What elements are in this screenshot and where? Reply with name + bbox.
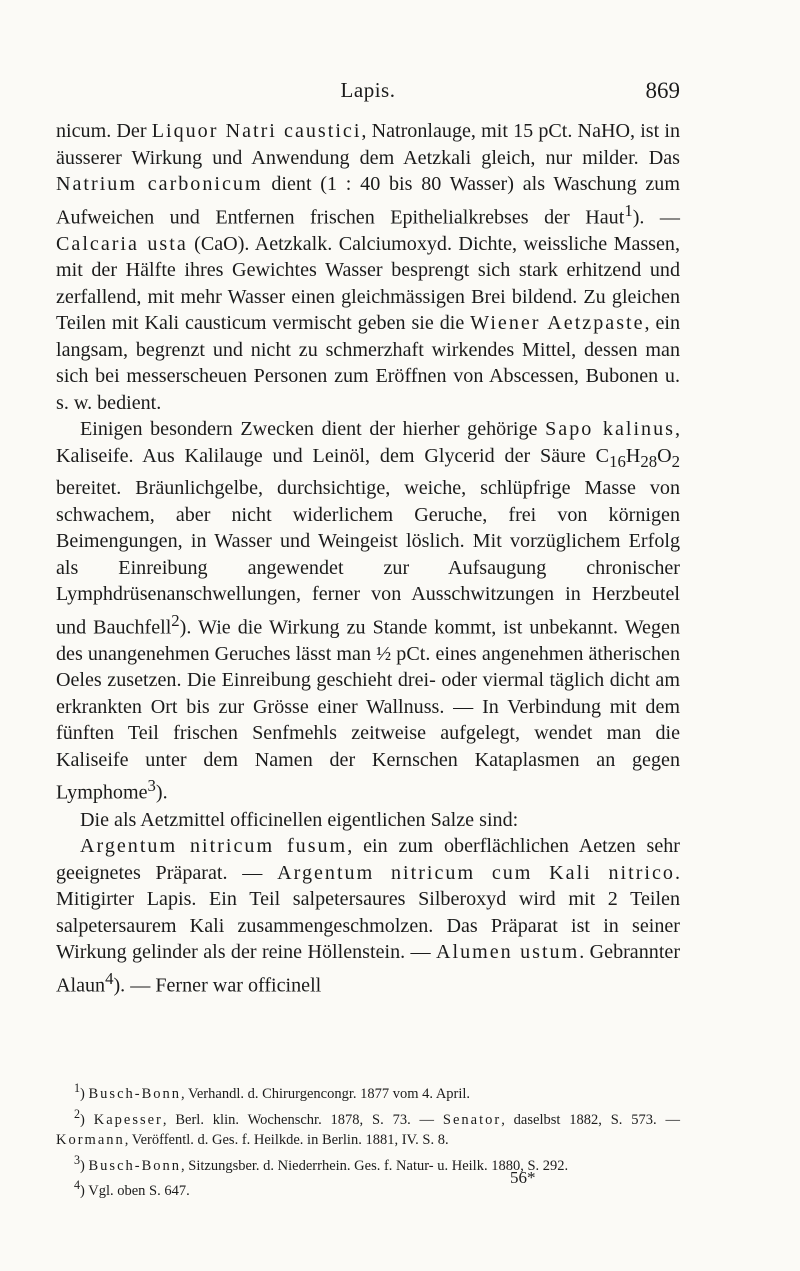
spaced-term: Sapo kalinus [545, 418, 675, 441]
text-run: , Natronlauge, mit 15 pCt. NaHO, ist in äusserer Wirkung und Anwendung dem Aetzkali gleich, nur milder. Das [56, 120, 680, 169]
footnote-marker: 4 [105, 968, 114, 988]
signature-mark: 56* [510, 1168, 536, 1187]
text-run: Die als Aetzmittel officinellen eigentlichen Salze sind: [80, 808, 519, 831]
footnote [56, 1150, 680, 1176]
spaced-term: Busch-Bonn [88, 1085, 182, 1102]
text-run: Einigen besondern Zwecken dient der hierher gehörige [80, 418, 546, 441]
footnote-marker: 3 [147, 776, 156, 796]
text-run: ). Wie die Wirkung zu Stande kommt, ist unbekannt. Wegen des unangenehmen Geruches lässt man ½ pCt. eines angenehmen ätherischen Oeles zusetzen. Die Einreibung geschieht drei- oder viermal täglich dicht am erkrankten Ort bis zur Grösse einer Wallnuss. — In Verbindung mit dem fünften Teil frischen Senfmehls zeitweise aufgelegt, wendet man die Kaliseife unter dem Namen der Kernschen Kataplasmen an gegen Lymphome [56, 616, 680, 805]
page-header [56, 78, 680, 108]
text-run: ) [80, 1111, 94, 1128]
spaced-term: Argentum nitricum fusum [80, 835, 348, 858]
text-run: . Gebrannter Alaun [56, 941, 681, 997]
footnote [56, 1175, 680, 1201]
footnote [56, 1104, 680, 1150]
text-run: ). — [632, 206, 680, 229]
text-run: ) [80, 1157, 89, 1174]
text-run: (CaO). Aetzkalk. Calciumoxyd. Dichte, weissliche Massen, mit der Hälfte ihres Gewichtes Wasser besprengt sich stark erhitzend und zerfallend, mit mehr Wasser einen gleichmässigen Brei bildend. Zu gleichen Teilen mit Kali causticum vermischt geben sie die [56, 232, 680, 335]
subscript: 28 [640, 451, 658, 471]
text-run: bereitet. Bräunlichgelbe, durchsichtige, weiche, schlüpfrige Masse von schwachem, aber nicht widerlichem Geruche, frei von körnigen Beimengungen, in Wasser und Weingeist löslich. Mit vorzüglichem Erfolg als Einreibung angewendet zur Aufsaugung chronischer Lymphdrüsenanschwellungen, ferner von Ausschwitzungen in Herzbeutel und Bauchfell [56, 477, 680, 639]
spaced-term: Kormann [56, 1131, 125, 1148]
paragraph [56, 807, 680, 834]
text-run: , Sitzungsber. d. Niederrhein. Ges. f. Natur- u. Heilk. 1880, S. 292. [181, 1157, 569, 1174]
text-run: nicum. Der [56, 120, 152, 142]
spaced-term: Natrium carbonicum [56, 173, 263, 195]
text-run: ). — Ferner war officinell [113, 974, 322, 997]
text-run: , ein zum oberflächlichen Aetzen sehr geeignetes Präparat. — [56, 835, 680, 884]
page-number: 869 [645, 78, 680, 103]
body-text [56, 118, 680, 999]
subscript: 16 [609, 451, 626, 471]
footnote-marker: 2 [74, 1106, 81, 1121]
paragraph [56, 416, 680, 806]
footnote-marker: 4 [74, 1178, 81, 1193]
spaced-term: Liquor Natri caustici [151, 120, 362, 142]
text-run: , ein langsam, begrenzt und nicht zu schmerzhaft wirkendes Mittel, dessen man sich bei messerscheuen Personen zum Eröffnen von Abscessen, Bubonen u. s. w. bedient. [56, 312, 680, 414]
text-run: ) Vgl. oben S. 647. [80, 1183, 190, 1200]
spaced-term: Calcaria usta [56, 232, 188, 255]
footnote-marker: 2 [171, 610, 180, 630]
spaced-term: Senator [442, 1111, 502, 1128]
text-run: ). [155, 782, 168, 805]
text-run: , Veröffentl. d. Ges. f. Heilkde. in Berlin. 1881, IV. S. 8. [124, 1131, 449, 1148]
text-run: O [657, 444, 672, 467]
spaced-term: Kapesser [93, 1111, 163, 1128]
text-run: dient (1 : 40 bis 80 Wasser) als Waschung zum Aufweichen und Entfernen frischen Epithelialkrebses der Haut [56, 173, 680, 229]
spaced-term: Wiener Aetzpaste [470, 312, 645, 335]
footnote-marker: 1 [74, 1081, 81, 1095]
paragraph [56, 833, 680, 999]
text-run: , Verhandl. d. Chirurgencongr. 1877 vom 4. April. [181, 1085, 471, 1102]
paragraph [56, 118, 680, 416]
running-title: Lapis. [340, 78, 396, 102]
text-run: H [625, 444, 641, 467]
spaced-term: Argentum nitricum cum Kali nitrico [277, 861, 675, 884]
text-run: . Mitigirter Lapis. Ein Teil salpetersaures Silberoxyd wird mit 2 Teilen salpetersaurem Kali zusammengeschmolzen. Das Präparat ist in seiner Wirkung gelinder als der reine Höllenstein. — [56, 861, 680, 964]
footnotes [56, 1078, 680, 1201]
spaced-term: Alumen ustum [435, 941, 580, 964]
spaced-term: Busch-Bonn [88, 1157, 182, 1174]
text-run: , Berl. klin. Wochenschr. 1878, S. 73. — [162, 1111, 443, 1128]
text-run: , daselbst 1882, S. 573. — [501, 1111, 680, 1128]
footnote [56, 1078, 680, 1104]
footnote-marker: 3 [74, 1152, 81, 1167]
footnote-marker: 1 [624, 200, 633, 220]
text-run: ) [80, 1085, 89, 1102]
subscript: 2 [671, 451, 680, 471]
text-run: , Kaliseife. Aus Kalilauge und Leinöl, dem Glycerid der Säure C [56, 418, 680, 467]
